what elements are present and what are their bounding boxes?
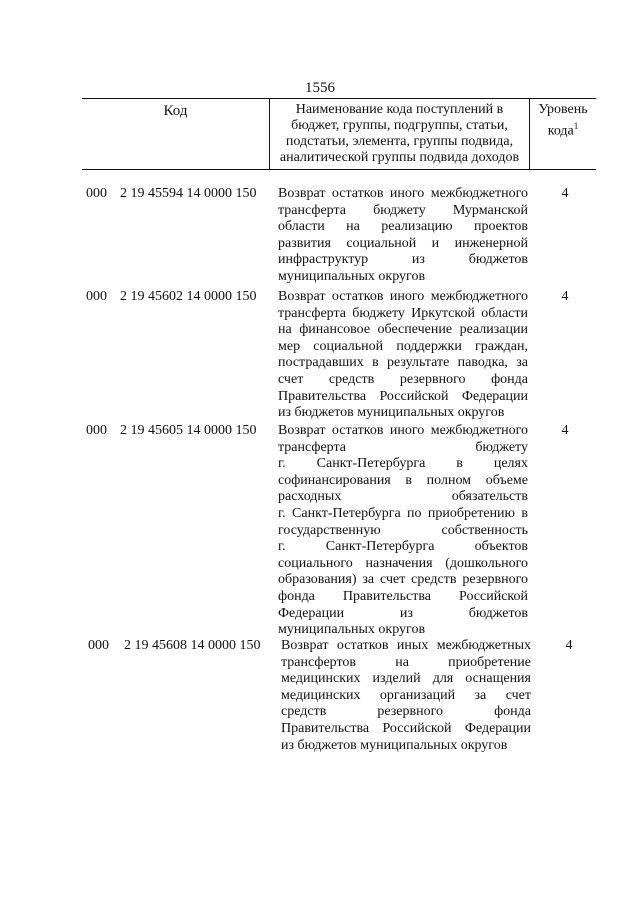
revenue-code: 2 19 45605 14 0000 150: [120, 423, 257, 438]
name-line: муниципальных округов: [278, 622, 426, 638]
name-line: Возврат остатков иных межбюджетных: [281, 638, 531, 653]
name-line: г. Санкт-Петербурга по приобретению в: [278, 505, 528, 521]
name-line: Возврат остатков иного межбюджетного: [278, 186, 528, 201]
header-level-column: [530, 99, 596, 169]
level-value: 4: [561, 186, 569, 201]
name-line: г. Санкт-Петербурга в целях: [278, 456, 528, 472]
page-number: 1556: [305, 80, 335, 96]
revenue-name: [278, 186, 528, 286]
admin-code: 000: [86, 186, 107, 201]
name-line: трансфертов на приобретение: [281, 654, 531, 670]
name-line: медицинских организаций за счет: [281, 687, 531, 703]
name-line: пострадавших в результате паводка, за: [278, 355, 528, 371]
name-line: развития социальной и инженерной: [278, 235, 528, 251]
name-line: образования) за счет средств резервного: [278, 572, 528, 588]
name-line: из бюджетов муниципальных округов: [278, 405, 505, 421]
revenue-name: [278, 289, 528, 422]
revenue-code: 2 19 45608 14 0000 150: [124, 638, 261, 653]
admin-code: 000: [86, 289, 107, 304]
name-line: социального назначения (дошкольного: [278, 555, 528, 571]
name-line: Возврат остатков иного межбюджетного: [278, 423, 528, 438]
name-line: Федерации из бюджетов: [278, 605, 528, 621]
name-line: из бюджетов муниципальных округов: [281, 737, 508, 753]
header-name-column: Наименование кода поступлений в бюджет, группы, подгруппы, статьи, подстатьи, элемента, группы подвида, аналитической группы подвида доходов: [270, 99, 530, 169]
name-line: инфраструктур из бюджетов: [278, 252, 528, 268]
revenue-name: [281, 638, 531, 754]
name-line: счет средств резервного фонда: [278, 371, 528, 387]
name-line: области на реализацию проектов: [278, 219, 528, 235]
revenue-code: 2 19 45594 14 0000 150: [120, 186, 257, 201]
name-line: средств резервного фонда: [281, 704, 531, 720]
header-code-column: Код: [82, 99, 270, 169]
revenue-name: [278, 423, 528, 639]
admin-code: 000: [88, 638, 109, 653]
revenue-code: 2 19 45602 14 0000 150: [120, 289, 257, 304]
admin-code: 000: [86, 423, 107, 438]
name-line: Правительства Российской Федерации: [281, 720, 531, 736]
name-line: на финансовое обеспечение реализации: [278, 322, 528, 338]
name-line: софинансирования в полном объеме: [278, 472, 528, 488]
name-line: Возврат остатков иного межбюджетного: [278, 289, 528, 304]
name-line: муниципальных округов: [278, 268, 426, 284]
name-line: Правительства Российской Федерации: [278, 388, 528, 404]
name-line: медицинских изделий для оснащения: [281, 671, 531, 687]
level-value: 4: [565, 638, 573, 653]
name-line: трансферта бюджету Мурманской: [278, 202, 528, 218]
name-line: фонда Правительства Российской: [278, 588, 528, 604]
header-level-label: Уровень кода: [538, 102, 588, 139]
level-value: 4: [561, 423, 569, 438]
name-line: трансферта бюджету: [278, 439, 528, 455]
table-header: [82, 98, 596, 170]
name-line: расходных обязательств: [278, 489, 528, 505]
level-value: 4: [561, 289, 569, 304]
name-line: трансферта бюджету Иркутской области: [278, 305, 528, 321]
header-level-footnote: 1: [573, 121, 579, 131]
name-line: государственную собственность: [278, 522, 528, 538]
name-line: г. Санкт-Петербурга объектов: [278, 539, 528, 555]
name-line: мер социальной поддержки граждан,: [278, 338, 528, 354]
